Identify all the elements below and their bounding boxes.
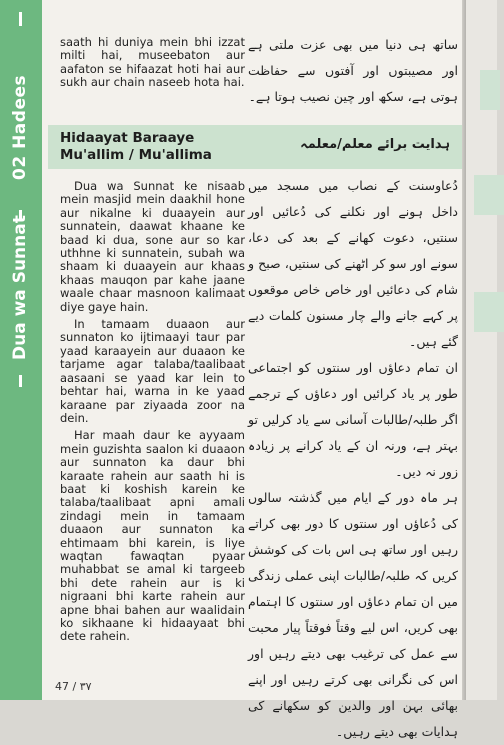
- body-urdu: [248, 173, 458, 745]
- chapter-spine: [0, 0, 42, 700]
- intro-roman-text: saath hi duniya mein bhi izzat milti hai, museebaton aur aafaton se hifaazat hoti hai aur sukh aur chain naseeb hota hai.: [60, 35, 245, 90]
- intro-roman: [60, 36, 245, 94]
- next-page-green-shape: [480, 70, 500, 110]
- spine-divider-top: [19, 12, 22, 26]
- paragraph-urdu: دُعاوسنت کے نصاب میں مسجد میں داخل ہونے اور نکلنے کی دُعائیں اور سنتیں، دعوت کھانے کے بعد کی دعا، سونے اور سو کر اٹھنے کی سنتیں، صبح و شام کی دعائیں اور خاص خاص موقعوں پر کہے جانے والے چار مسنون کلمات دیے گئے ہیں۔: [248, 178, 458, 349]
- paragraph-roman: Har maah daur ke ayyaam mein guzishta saalon ki duaaon aur sunnaton ka daur bhi karaate rahein aur saath hi is baat ki koshish karein ke talaba/taalibaat apni amali zindagi mein in tamaam duaaon aur sunnaton ka ehtimaam bhi karein, is liye waqtan fawaqtan pyaar muhabbat se amal ki targeeb bhi dete rahein aur is ki nigraani bhi karte rahein aur apne bhai bahen aur waalidain ko sikhaane ki hidaayaat bhi dete rahein.: [60, 428, 245, 644]
- paragraph-roman: Dua wa Sunnat ke nisaab mein masjid mein daakhil hone aur nikalne ki duaayein aur sunnatein, daawat khaane ke baad ki dua, sone aur so kar uthhne ki sunnatein, subah wa shaam ki duaayein aur khaas khaas mauqon par kahe jaane waale chaar masnoon kalimaat diye gaye hain.: [60, 179, 245, 314]
- body-roman: [60, 180, 245, 648]
- section-heading-roman: Hidaayat Baraaye Mu'allim / Mu'allima: [60, 130, 212, 163]
- section-heading-urdu: ہدایت برائے معلم/معلمہ: [300, 137, 450, 152]
- paragraph-urdu: ان تمام دعاؤں اور سنتوں کو اجتماعی طور پر یاد کرائیں اور دعاؤں کے ترجمے اگر طلبہ/طالبات آسانی سے یاد کرلیں تو بہتر ہے، ورنہ ان کے یاد کرانے پر زیادہ زور نہ دیں۔: [248, 360, 458, 479]
- chapter-label: 02 Hadees: [10, 74, 30, 180]
- intro-urdu-text: ساتھ ہی دنیا میں بھی عزت ملتی ہے اور مصیبتوں اور آفتوں سے حفاظت ہوتی ہے، سکھ اور چین نصیب ہوتا ہے۔: [248, 37, 458, 104]
- intro-urdu: [248, 32, 458, 110]
- paragraph-roman: In tamaam duaaon aur sunnaton ko ijtimaayi taur par yaad karaayein aur duaaon ke tarjame agar talaba/taalibaat aasaani se yaad kar lein to behtar hai, warna in ke yaad karaane par ziyaada zoor na dein.: [60, 317, 245, 425]
- section-heading-band: [48, 125, 464, 169]
- next-page-heading-band: [474, 175, 504, 215]
- next-page-heading-band: [474, 292, 504, 332]
- chapter-title: Dua wa Sunnat: [10, 215, 30, 360]
- next-page-edge: [466, 0, 497, 700]
- spine-divider-bottom: [19, 375, 22, 387]
- page-number: 47 / ٣٧: [55, 680, 92, 693]
- paragraph-urdu: ہر ماہ دور کے ایام میں گذشتہ سالوں کی دُعاؤں اور سنتوں کا دور بھی کراتے رہیں اور ساتھ ہی اس بات کی کوشش کریں کہ طلبہ/طالبات اپنی عملی زندگی میں ان تمام دعاؤں اور سنتوں کا اہتمام بھی کریں، اس لیے وقتاً فوقتاً پیار محبت سے عمل کی ترغیب بھی دیتے رہیں اور اس کی نگرانی بھی کرتے رہیں اور اپنے بھائی بہن اور والدین کو سکھانے کی ہدایات بھی دیتے رہیں۔: [248, 490, 458, 739]
